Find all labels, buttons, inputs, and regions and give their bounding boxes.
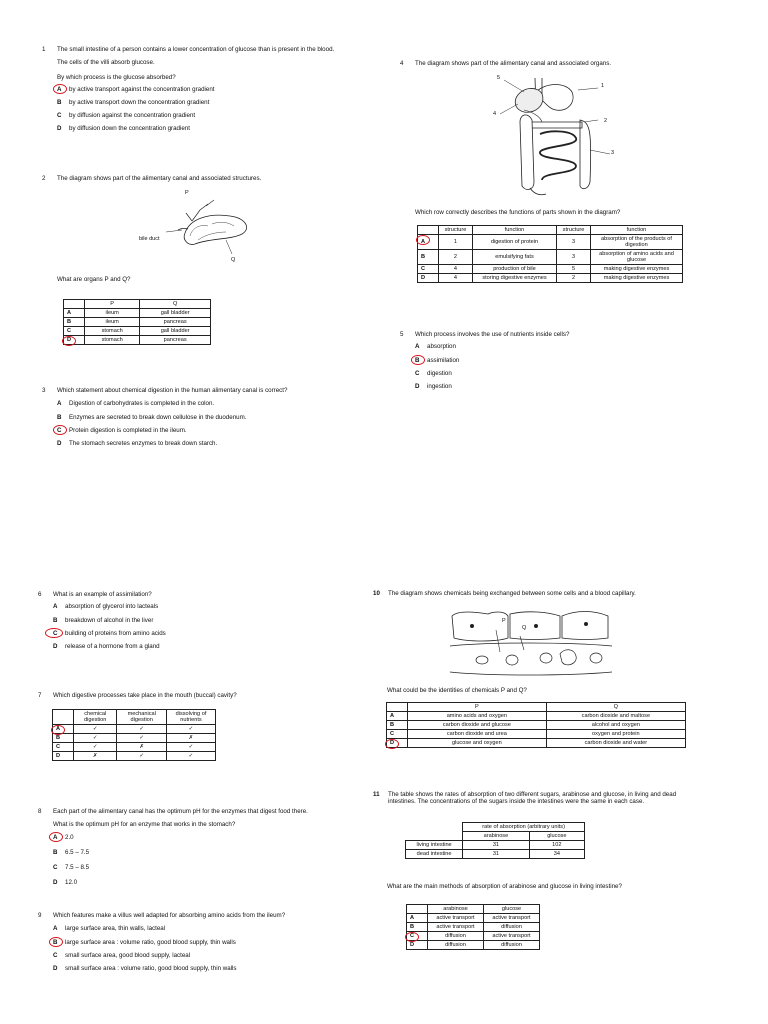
table-row[interactable]: B ileum pancreas: [64, 318, 211, 327]
label-3: 3: [611, 150, 615, 156]
question-stem: The table shows the rates of absorption of two different sugars, arabinose and glucose, in living and dead intestines. The concentrations of the sugars inside the intestines were the same in each case.: [388, 791, 677, 805]
table-row[interactable]: C stomach gall bladder: [64, 327, 211, 336]
q11-method-table: arabinose glucose A active transport active transport B active transport diffusion C diffusion active transport D diffusion diffusion: [406, 904, 540, 950]
table-row[interactable]: C diffusion active transport: [407, 932, 540, 941]
question-number: 11: [373, 791, 380, 798]
option-c[interactable]: C digestion: [415, 369, 452, 377]
question-3: [42, 387, 362, 453]
question-number: 9: [38, 912, 42, 919]
question-number: 4: [400, 60, 404, 67]
table-row[interactable]: A ileum gall bladder: [64, 309, 211, 318]
option-b[interactable]: B 6.5 – 7.5: [53, 848, 90, 856]
option-b[interactable]: B large surface area : volume ratio, good blood supply, thin walls: [53, 939, 358, 952]
table-row[interactable]: A amino acids and oxygen carbon dioxide and maltose: [387, 712, 686, 721]
table-row[interactable]: B ✓ ✓ ✗: [53, 734, 216, 743]
option-c[interactable]: C 7.5 – 8.5: [53, 863, 90, 871]
option-a[interactable]: A absorption of glycerol into lacteals: [53, 603, 159, 611]
question-5: [400, 331, 720, 396]
question-10-ask: What could be the identities of chemicals P and Q?: [387, 687, 527, 694]
question-number: 10: [373, 590, 380, 597]
question-ask: By which process is the glucose absorbed?: [57, 74, 176, 82]
label-q: Q: [231, 257, 236, 263]
option-b[interactable]: B breakdown of alcohol in the liver: [53, 616, 154, 624]
question-11-ask: What are the main methods of absorption of arabinose and glucose in living intestine?: [387, 883, 622, 890]
question-number: 3: [42, 387, 46, 394]
option-a[interactable]: A by active transport against the concentration gradient: [57, 86, 360, 99]
table-row[interactable]: A ✓ ✓ ✓: [53, 725, 216, 734]
table-row[interactable]: B 2 emulsifying fats 3 absorption of amino acids and glucose: [418, 250, 683, 265]
question-line: The cells of the villi absorb glucose.: [57, 59, 155, 66]
pancreas-diagram: [130, 188, 260, 268]
q4-table: structure function structure function A 1 digestion of protein 3 absorption of the products of digestion B 2 emulsifying fats 3 absorption of amino acids and glucose C 4 production of bile 5 making digestive enzymes D 4 storing digestive enzymes 2 making digestive enzymes: [417, 225, 683, 283]
question-stem: Which process involves the use of nutrients inside cells?: [415, 331, 570, 338]
question-number: 7: [38, 692, 42, 699]
table-row[interactable]: C ✓ ✗ ✓: [53, 743, 216, 752]
table-row[interactable]: D 4 storing digestive enzymes 2 making digestive enzymes: [418, 274, 683, 283]
label-p: P: [502, 618, 506, 624]
option-d[interactable]: D by diffusion down the concentration gradient: [57, 125, 190, 133]
table-row[interactable]: D stomach pancreas: [64, 336, 211, 345]
answer-circle: [62, 336, 76, 346]
question-number: 2: [42, 175, 46, 182]
option-a[interactable]: A 2.0: [53, 834, 358, 849]
question-stem: Which digestive processes take place in the mouth (buccal) cavity?: [53, 692, 237, 699]
label-q: Q: [522, 625, 527, 631]
question-6: [38, 591, 358, 656]
option-d[interactable]: D small surface area : volume ratio, good blood supply, thin walls: [53, 964, 237, 972]
option-d[interactable]: D ingestion: [415, 382, 452, 390]
option-a[interactable]: A large surface area, thin walls, lacteal: [53, 925, 166, 933]
table-row[interactable]: C 4 production of bile 5 making digestive enzymes: [418, 265, 683, 274]
question-number: 6: [38, 591, 42, 598]
question-ask: What is the optimum pH for an enzyme that works in the stomach?: [53, 821, 236, 829]
label-2: 2: [604, 118, 608, 124]
question-number: 5: [400, 331, 404, 338]
option-b[interactable]: B Enzymes are secreted to break down cellulose in the duodenum.: [57, 413, 247, 421]
label-1: 1: [601, 83, 605, 89]
label-4: 4: [493, 111, 497, 117]
question-stem: What is an example of assimilation?: [53, 591, 152, 598]
question-8: [38, 808, 358, 894]
question-number: 8: [38, 808, 42, 815]
label-p: P: [185, 190, 189, 196]
question-2: [42, 175, 362, 183]
table-row[interactable]: D ✗ ✓ ✓: [53, 752, 216, 761]
question-2-ask: What are organs P and Q?: [57, 276, 131, 283]
option-b[interactable]: B by active transport down the concentration gradient: [57, 99, 210, 106]
option-d[interactable]: D 12.0: [53, 878, 78, 886]
question-7: [38, 692, 358, 700]
q11-rate-table: rate of absorption (arbitrary units) arabinose glucose living intestine 31 102 dead intestine 31 34: [405, 822, 585, 859]
q7-table: chemical digestion mechanical digestion dissolving of nutrients A ✓ ✓ ✓ B ✓ ✓ ✗ C ✓ ✗ ✓ D ✗ ✓ ✓: [52, 709, 216, 761]
question-11: [373, 791, 683, 805]
q2-table: P Q A ileum gall bladder B ileum pancreas C stomach gall bladder D stomach pancreas: [63, 299, 211, 345]
question-stem: Which statement about chemical digestion in the human alimentary canal is correct?: [57, 387, 288, 394]
question-4: [400, 60, 720, 68]
option-c[interactable]: C small surface area, good blood supply, lacteal: [53, 951, 191, 959]
question-stem: Each part of the alimentary canal has the optimum pH for the enzymes that digest food there.: [53, 808, 308, 815]
table-row[interactable]: C carbon dioxide and urea oxygen and protein: [387, 730, 686, 739]
table-row[interactable]: B active transport diffusion: [407, 923, 540, 932]
question-stem: The diagram shows chemicals being exchanged between some cells and a blood capillary.: [388, 590, 636, 597]
question-number: 1: [42, 46, 46, 53]
option-d[interactable]: D The stomach secretes enzymes to break down starch.: [57, 439, 218, 447]
question-stem: The diagram shows part of the alimentary canal and associated structures.: [57, 175, 262, 182]
question-1: [42, 46, 360, 139]
option-b[interactable]: B assimilation: [415, 357, 720, 370]
question-9: [38, 912, 358, 978]
capillary-diagram: [448, 606, 614, 678]
question-10: [373, 590, 713, 598]
question-stem: The diagram shows part of the alimentary canal and associated organs.: [415, 60, 612, 67]
answer-circle: [385, 739, 399, 749]
table-row[interactable]: D glucose and oxygen carbon dioxide and water: [387, 739, 686, 748]
q10-table: P Q A amino acids and oxygen carbon dioxide and maltose B carbon dioxide and glucose alcohol and oxygen C carbon dioxide and urea oxygen and protein D glucose and oxygen carbon dioxide and water: [386, 702, 686, 748]
table-row[interactable]: D diffusion diffusion: [407, 941, 540, 950]
option-d[interactable]: D release of a hormone from a gland: [53, 642, 160, 650]
answer-circle: [416, 235, 430, 245]
table-row[interactable]: dead intestine 31 34: [406, 850, 585, 859]
table-row[interactable]: A active transport active transport: [407, 914, 540, 923]
table-row[interactable]: living intestine 31 102: [406, 841, 585, 850]
option-a[interactable]: A Digestion of carbohydrates is completed in the colon.: [57, 400, 215, 408]
option-c[interactable]: C by diffusion against the concentration gradient: [57, 112, 196, 120]
question-stem: The small intestine of a person contains a lower concentration of glucose than is present in the blood.: [57, 46, 335, 53]
question-4-ask: Which row correctly describes the functions of parts shown in the diagram?: [415, 209, 621, 216]
table-row[interactable]: B carbon dioxide and glucose alcohol and oxygen: [387, 721, 686, 730]
question-stem: Which features make a villus well adapted for absorbing amino acids from the ileum?: [53, 912, 286, 919]
alimentary-canal-diagram: [480, 70, 620, 200]
label-5: 5: [497, 75, 501, 81]
option-c[interactable]: C building of proteins from amino acids: [53, 630, 358, 643]
table-row[interactable]: A 1 digestion of protein 3 absorption of the products of digestion: [418, 235, 683, 250]
label-bile-duct: bile duct: [139, 236, 160, 242]
option-c[interactable]: C Protein digestion is completed in the ileum.: [57, 427, 362, 440]
option-a[interactable]: A absorption: [415, 343, 456, 351]
